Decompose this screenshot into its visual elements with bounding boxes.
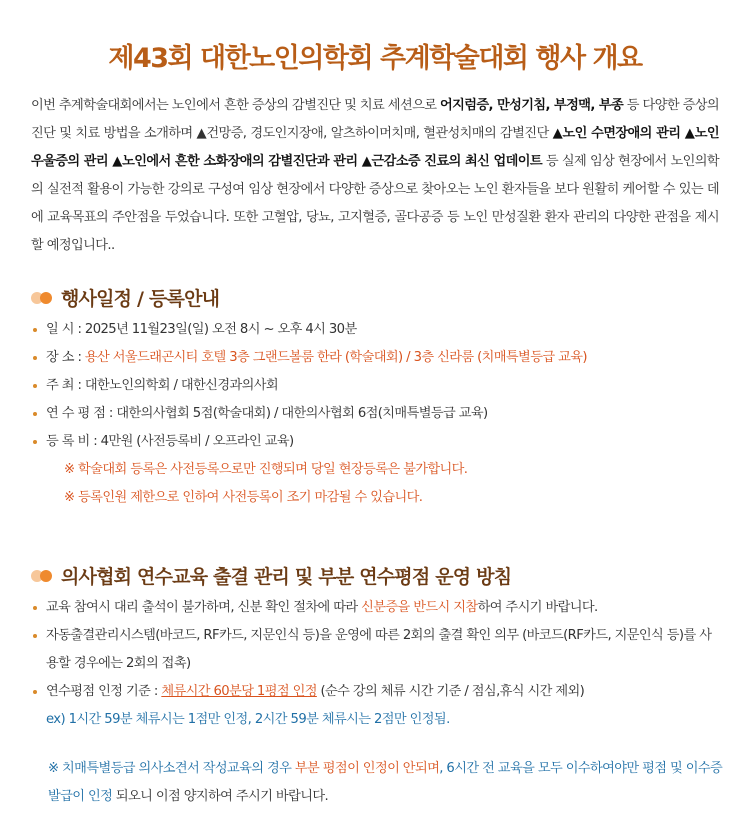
item-value: 용산 서울드래곤시티 호텔 3층 그랜드볼룸 한라 (학술대회) / 3층 신라룸 (치매특별등급 교육) (84, 350, 587, 365)
list-item-venue (31, 344, 721, 372)
list-item-date (31, 316, 721, 344)
dementia-notice (48, 755, 723, 811)
item-label: 등 록 비 : (46, 434, 101, 449)
note-onsite: ※ 학술대회 등록은 사전등록으로만 진행되며 당일 현장등록은 불가합니다. (64, 462, 468, 477)
intro-text-3: 등 실제 임상 현장에서 노인의학의 실전적 활용이 가능한 강의로 구성여 임상 현장에서 다양한 증상으로 찾아오는 노인 환자들을 보다 원활히 케어할 수 있는 데에 교육목표의 주안점을 두었습니다. 또한 고혈압, 당뇨, 고지혈증, 골다공증 등 노인 만성질환 환자 관리의 다양한 관점을 제시할 예정입니다.. (31, 154, 719, 253)
orange-dots-icon (31, 569, 55, 583)
notice-text: , 6시간 전 교육을 모두 이수하여야만 평점 및 이수증 발급이 인정 (48, 761, 723, 804)
item-highlight: 체류시간 60분당 1평점 인정 (161, 684, 317, 699)
section-heading-text: 행사일정 / 등록안내 (61, 288, 220, 310)
list-item-auto-attendance: 자동출결관리시스템(바코드, RF카드, 지문인식 등)을 운영에 따른 2회의 출결 확인 의무 (바코드(RF카드, 지문인식 등)를 사용할 경우에는 2회의 접촉) (31, 622, 721, 678)
item-label: 연 수 평 점 : (46, 406, 117, 421)
notice-text: ※ 치매특별등급 의사소견서 작성교육의 경우 (48, 761, 295, 776)
section-heading-schedule (31, 284, 219, 311)
section-heading-attendance (31, 562, 511, 589)
intro-text-1: 이번 추계학술대회에서는 노인에서 흔한 증상의 감별진단 및 치료 세션으로 (31, 98, 440, 113)
section-heading-text: 의사협회 연수교육 출결 관리 및 부분 연수평점 운영 방침 (61, 566, 512, 588)
list-item-id-check (31, 594, 721, 622)
list-item-credit-criteria (31, 678, 721, 706)
item-text: 하여 주시기 바랍니다. (477, 600, 598, 615)
intro-bold-2: ▲노인 수면장애의 관리 ▲노인 우울증의 관리 ▲노인에서 흔한 소화장애의 감별진단과 관리 ▲근감소증 진료의 최신 업데이트 (31, 126, 719, 169)
orange-dots-icon (31, 291, 55, 305)
item-text: 교육 참여시 대리 출석이 불가하며, 신분 확인 절차에 따라 (46, 600, 362, 615)
attendance-list (31, 594, 721, 734)
credit-example: ex) 1시간 59분 체류시는 1점만 인정, 2시간 59분 체류시는 2점만 인정됨. (46, 712, 450, 727)
list-item-host (31, 372, 721, 400)
item-value: 대한의사협회 5점(학술대회) / 대한의사협회 6점(치매특별등급 교육) (116, 406, 488, 421)
note-limit: ※ 등록인원 제한으로 인하여 사전등록이 조기 마감될 수 있습니다. (64, 490, 423, 505)
item-value: 2025년 11월23일(일) 오전 8시 ~ 오후 4시 30분 (84, 322, 357, 337)
item-label: 일 시 : (46, 322, 85, 337)
schedule-list (31, 316, 721, 512)
item-highlight: 신분증을 반드시 지참 (361, 600, 478, 615)
page-title: 제43회 대한노인의학회 추계학술대회 행사 개요 (108, 43, 642, 74)
item-label: 장 소 : (46, 350, 85, 365)
notice-text: 되오니 이점 양지하여 주시기 바랍니다. (112, 789, 329, 804)
item-text: (순수 강의 체류 시간 기준 / 점심,휴식 시간 제외) (316, 684, 585, 699)
list-item-credits (31, 400, 721, 428)
list-item-fee (31, 428, 721, 456)
notice-highlight: 부분 평점이 인정이 안되며 (294, 761, 440, 776)
intro-paragraph (31, 92, 719, 260)
intro-bold-1: 어지럼증, 만성기침, 부정맥, 부종 (440, 98, 624, 113)
item-value: 대한노인의학회 / 대한신경과의사회 (84, 378, 279, 393)
item-value: 4만원 (사전등록비 / 오프라인 교육) (100, 434, 294, 449)
item-text: 연수평점 인정 기준 : (46, 684, 162, 699)
item-label: 주 최 : (46, 378, 85, 393)
intro-text-2: 등 다양한 증상의 진단 및 치료 방법을 소개하며 ▲건망증, 경도인지장애, 알츠하이머치매, 혈관성치매의 감별진단 (31, 98, 720, 141)
